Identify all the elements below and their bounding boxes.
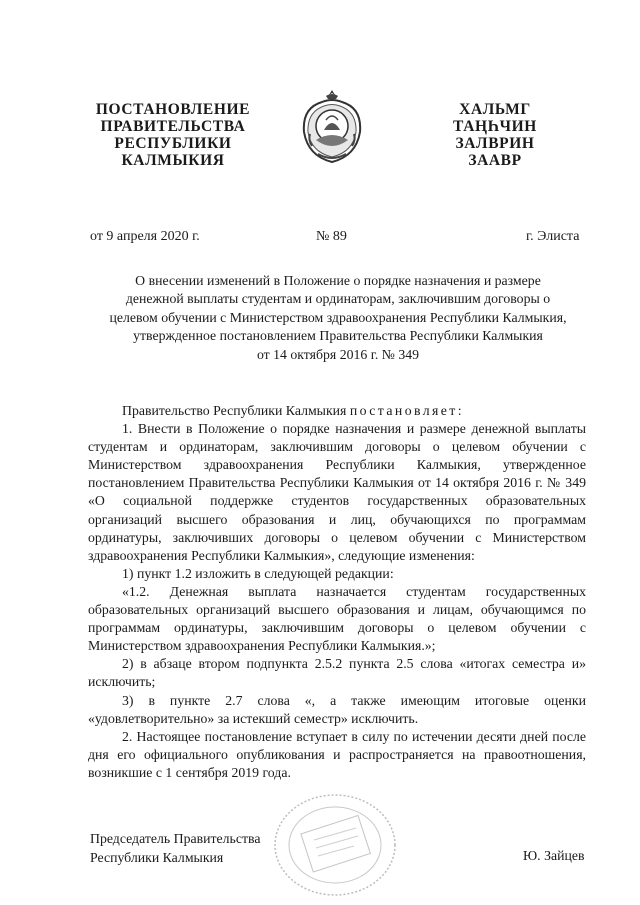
- decree-word: постановляет:: [349, 403, 464, 418]
- signatory-line: Республики Калмыкия: [90, 850, 224, 865]
- issuer-title-russian: [88, 101, 258, 169]
- signatory-name: Ю. Зайцев: [523, 848, 585, 863]
- issuer-line: ХАЛЬМГ: [459, 101, 531, 118]
- kalmykia-coat-of-arms-icon: [296, 86, 368, 166]
- subject-line: от 14 октября 2016 г. № 349: [256, 346, 420, 362]
- decree-body: [88, 402, 586, 782]
- issuer-line: ЗАЛВРИН: [455, 135, 535, 152]
- body-paragraph: 2. Настоящее постановление вступает в силу по истечении десяти дней после дня его официального опубликования и распространяется на правоотношения, возникшие с 1 сентября 2019 года.: [88, 728, 586, 780]
- issuer-line: РЕСПУБЛИКИ: [114, 135, 232, 152]
- subject-line: целевом обучении с Министерством здравоохранения Республики Калмыкия,: [109, 309, 567, 325]
- body-paragraph: 2) в абзаце втором подпункта 2.5.2 пункта 2.5 слова «итогах семестра и» исключить;: [88, 656, 586, 690]
- subject-line: утвержденное постановлением Правительства Республики Калмыкия: [133, 328, 543, 344]
- official-seal-icon: [270, 790, 400, 900]
- body-paragraph: 1. Внести в Положение о порядке назначения и размере денежной выплаты студентам и ординаторам, заключившим договоры о целевом обучении с Министерством здравоохранения Республики Калмыкия, утвержденное постановлением Правительства Республики Калмыкия от 14 октября 2016 г. № 349 «О социальной поддержке студентов государственных образовательных организаций высшего образования и лиц, обучающихся по программам ординатуры, заключивших договоры о целевом обучении с Министерством здравоохранения Республики Калмыкия», следующие изменения:: [88, 421, 586, 563]
- signatory-line: Председатель Правительства: [90, 831, 261, 846]
- issuer-line: ПРАВИТЕЛЬСТВА: [100, 118, 246, 135]
- body-paragraph: 1) пункт 1.2 изложить в следующей редакции:: [122, 565, 394, 581]
- subject-line: О внесении изменений в Положение о порядке назначения и размере: [135, 273, 541, 288]
- preamble: [88, 402, 586, 420]
- issuer-line: ПОСТАНОВЛЕНИЕ: [95, 101, 251, 118]
- subject-line: денежной выплаты студентам и ординаторам, заключившим договоры о: [125, 291, 551, 307]
- body-paragraph: 3) в пункте 2.7 слова «, а также имеющим итоговые оценки «удовлетворительно» за истекший семестр» исключить.: [88, 692, 586, 726]
- signatory-title: [90, 829, 260, 867]
- decree-date: от 9 апреля 2020 г.: [90, 229, 200, 244]
- issuer-line: КАЛМЫКИЯ: [121, 152, 225, 169]
- preamble-text: Правительство Республики Калмыкия: [122, 403, 347, 418]
- issuer-title-kalmyk: [440, 101, 550, 169]
- decree-subject: [88, 272, 588, 364]
- decree-number: № 89: [316, 229, 347, 244]
- issuer-line: ЗААВР: [468, 152, 522, 169]
- body-paragraph: «1.2. Денежная выплата назначается студентам государственных образовательных организаций высшего образования и лицам, обучающимся по программам ординатуры, заключившим договоры о целевом обучении с Министерством здравоохранения Республики Калмыкия.»;: [88, 583, 586, 654]
- decree-city: г. Элиста: [526, 229, 580, 244]
- issuer-line: ТАҢҺЧИН: [453, 118, 537, 135]
